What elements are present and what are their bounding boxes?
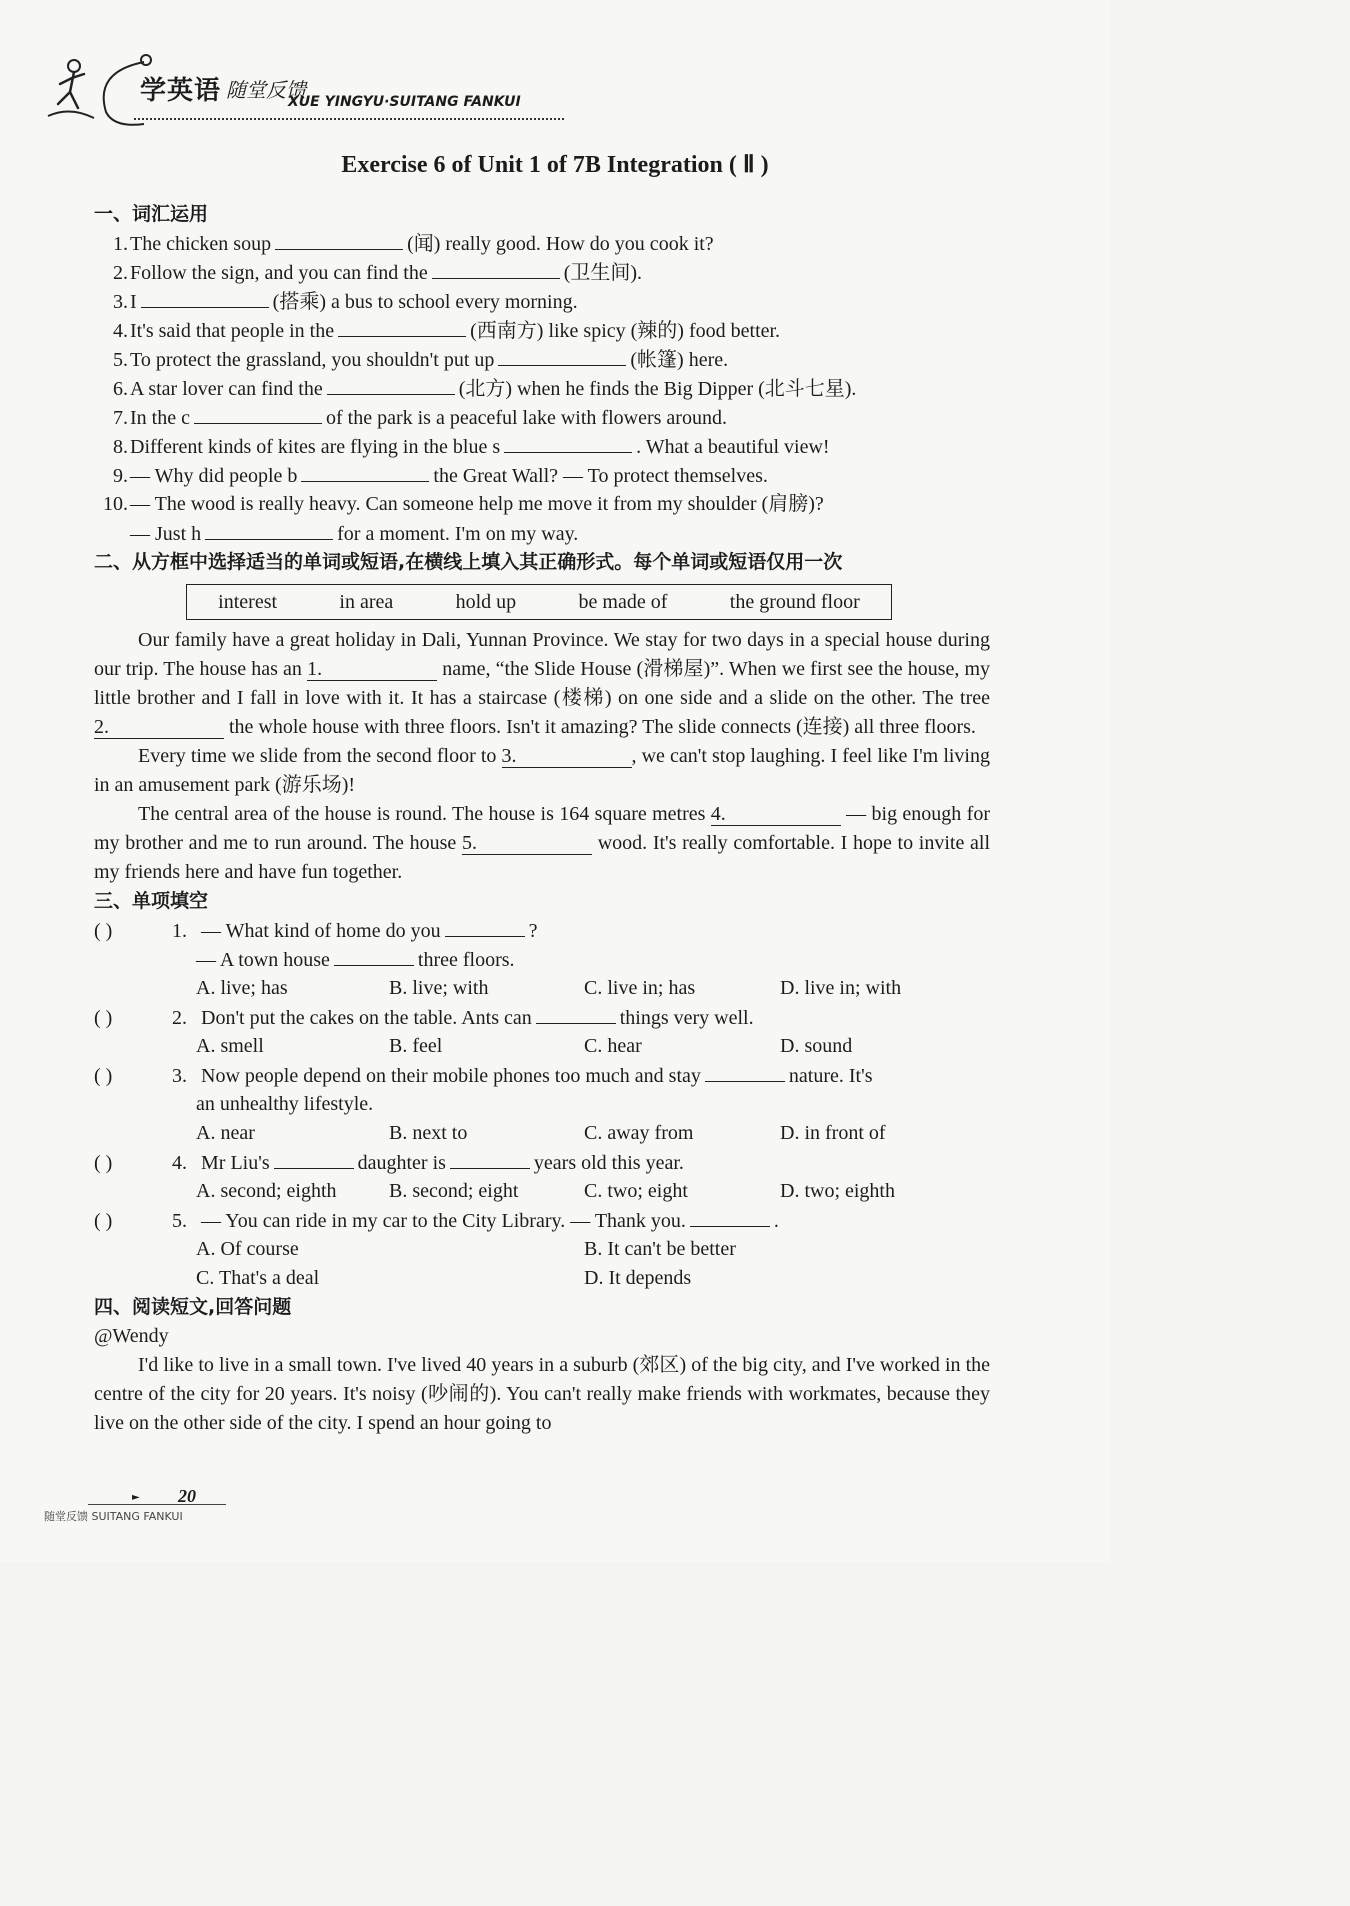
section-2-heading: 二、从方框中选择适当的单词或短语,在横线上填入其正确形式。每个单词或短语仅用一次 xyxy=(94,551,843,573)
vocab-item: 2. Follow the sign, and you can find the (卫生间). xyxy=(94,258,990,287)
answer-blank[interactable] xyxy=(536,1003,616,1024)
vocab-item: 5. To protect the grassland, you shouldn't put up (帐篷) here. xyxy=(94,345,990,374)
option-b[interactable]: B. It can't be better xyxy=(584,1238,736,1260)
passage-paragraph-1: Our family have a great holiday in Dali, Yunnan Province. We stay for two days in a special house during our trip. The house has an 1. name, “the Slide House (滑梯屋)”. When we first see the house, my little brother and I fall in love with it. It has a staircase (楼梯) on one side and a slide on the other. The tree 2. the whole house with three floors. Isn't it amazing? The slide connects (连接) all three floors. xyxy=(94,629,991,738)
mc-question-5: ( ) 5. — You can ride in my car to the City Library. — Thank you. . xyxy=(94,1206,990,1235)
page-title: Exercise 6 of Unit 1 of 7B Integration ( Ⅱ ) xyxy=(341,152,769,178)
mc-question-2: ( ) 2. Don't put the cakes on the table. Ants can things very well. xyxy=(94,1003,990,1032)
option-c[interactable]: C. two; eight xyxy=(584,1180,688,1202)
answer-blank[interactable] xyxy=(141,287,269,308)
vocab-item: 8. Different kinds of kites are flying in the blue s . What a beautiful view! xyxy=(94,432,990,461)
page-footer xyxy=(44,1482,244,1532)
vocab-item: 4. It's said that people in the (西南方) like spicy (辣的) food better. xyxy=(94,316,990,345)
option-c[interactable]: C. live in; has xyxy=(584,977,696,999)
section-1-heading: 一、词汇运用 xyxy=(94,203,209,225)
mc-question-3-line2: an unhealthy lifestyle. xyxy=(196,1093,374,1115)
answer-blank[interactable] xyxy=(498,345,626,366)
answer-blank-5[interactable]: 5. xyxy=(462,832,592,855)
answer-blank[interactable] xyxy=(690,1206,770,1227)
reading-passage: I'd like to live in a small town. I've lived 40 years in a suburb (郊区) of the big city, and I've worked in the centre of the city for 20 years. It's noisy (吵闹的). You can't really make friends with workmates, because they live on the other side of the city. I spend an hour going to xyxy=(94,1354,990,1434)
page-header xyxy=(44,52,604,132)
answer-paren[interactable]: ( ) xyxy=(94,1152,113,1174)
option-d[interactable]: D. live in; with xyxy=(780,977,902,999)
vocab-item: 10. — The wood is really heavy. Can someone help me move it from my shoulder (肩膀)? xyxy=(103,493,824,515)
answer-blank[interactable] xyxy=(504,432,632,453)
option-b[interactable]: B. live; with xyxy=(389,977,489,999)
answer-blank[interactable] xyxy=(432,258,560,279)
mc-question-1-line2: — A town house three floors. xyxy=(94,945,990,974)
option-d[interactable]: D. two; eighth xyxy=(780,1180,895,1202)
vocab-item: 3. I (搭乘) a bus to school every morning. xyxy=(94,287,990,316)
answer-paren[interactable]: ( ) xyxy=(94,920,113,942)
passage-paragraph-3: The central area of the house is round. The house is 164 square metres 4. — big enough for my brother and me to run around. The house 5. wood. It's really comfortable. I hope to invite all my friends here and have fun together. xyxy=(94,803,991,883)
brand-chinese: 学英语 xyxy=(140,76,222,106)
word-box xyxy=(186,584,892,620)
answer-blank-3[interactable]: 3. xyxy=(502,745,632,768)
option-a[interactable]: A. second; eighth xyxy=(196,1180,337,1202)
section-4-heading: 四、阅读短文,回答问题 xyxy=(94,1296,292,1318)
option-d[interactable]: D. in front of xyxy=(780,1122,886,1144)
option-a[interactable]: A. Of course xyxy=(196,1238,299,1260)
option-c[interactable]: C. away from xyxy=(584,1122,694,1144)
answer-blank[interactable] xyxy=(274,1148,354,1169)
option-a[interactable]: A. live; has xyxy=(196,977,288,999)
footer-divider xyxy=(88,1504,226,1505)
mc-options-4 xyxy=(94,1177,990,1206)
word-option: the ground floor xyxy=(729,590,860,613)
vocab-item: 9. — Why did people b the Great Wall? — To protect themselves. xyxy=(94,461,990,490)
word-option: interest xyxy=(218,590,278,613)
vocab-item: 6. A star lover can find the (北方) when he finds the Big Dipper (北斗七星). xyxy=(94,374,990,403)
answer-blank[interactable] xyxy=(275,229,403,250)
exercise-content xyxy=(94,200,990,1438)
section-3-heading: 三、单项填空 xyxy=(94,890,209,912)
answer-blank-1[interactable]: 1. xyxy=(307,658,437,681)
mc-question-1: ( ) 1. — What kind of home do you ? xyxy=(94,916,990,945)
mc-options-1 xyxy=(94,974,990,1003)
vocab-item-10-line2: — Just h for a moment. I'm on my way. xyxy=(94,519,990,548)
answer-paren[interactable]: ( ) xyxy=(94,1007,113,1029)
header-divider xyxy=(134,118,564,120)
reading-handle: @Wendy xyxy=(94,1325,169,1347)
triangle-icon: ► xyxy=(132,1492,140,1503)
vocab-item: 1. The chicken soup (闻) really good. How do you cook it? xyxy=(94,229,990,258)
answer-blank-2[interactable]: 2. xyxy=(94,716,224,739)
answer-blank[interactable] xyxy=(445,916,525,937)
answer-blank[interactable] xyxy=(450,1148,530,1169)
option-b[interactable]: B. next to xyxy=(389,1122,468,1144)
answer-blank[interactable] xyxy=(334,945,414,966)
option-d[interactable]: D. It depends xyxy=(584,1267,692,1289)
footer-brand: 随堂反馈 SUITANG FANKUI xyxy=(44,1510,183,1523)
option-b[interactable]: B. feel xyxy=(389,1035,443,1057)
mc-options-5a xyxy=(94,1235,990,1264)
passage-paragraph-2: Every time we slide from the second floor to 3. , we can't stop laughing. I feel like I'm living in an amusement park (游乐场)! xyxy=(94,745,990,796)
page-number: 20 xyxy=(178,1486,196,1506)
brand-chinese-script: 随堂反馈 xyxy=(226,78,306,102)
option-c[interactable]: C. hear xyxy=(584,1035,642,1057)
answer-blank[interactable] xyxy=(205,519,333,540)
vocab-item: 7. In the c of the park is a peaceful lake with flowers around. xyxy=(94,403,990,432)
answer-blank[interactable] xyxy=(194,403,322,424)
mc-options-3 xyxy=(94,1119,990,1148)
mc-question-4: ( ) 4. Mr Liu's daughter is years old this year. xyxy=(94,1148,990,1177)
mc-question-3: ( ) 3. Now people depend on their mobile phones too much and stay nature. It's xyxy=(94,1061,990,1090)
answer-paren[interactable]: ( ) xyxy=(94,1065,113,1087)
answer-blank[interactable] xyxy=(327,374,455,395)
answer-paren[interactable]: ( ) xyxy=(94,1210,113,1232)
answer-blank[interactable] xyxy=(705,1061,785,1082)
option-a[interactable]: A. smell xyxy=(196,1035,264,1057)
answer-blank[interactable] xyxy=(301,461,429,482)
option-c[interactable]: C. That's a deal xyxy=(196,1267,320,1289)
vocab-list xyxy=(94,229,990,519)
option-d[interactable]: D. sound xyxy=(780,1035,853,1057)
option-a[interactable]: A. near xyxy=(196,1122,255,1144)
mc-options-2 xyxy=(94,1032,990,1061)
word-option: hold up xyxy=(455,590,517,613)
word-option: in area xyxy=(339,590,394,613)
mc-options-5b xyxy=(94,1264,990,1293)
option-b[interactable]: B. second; eight xyxy=(389,1180,519,1202)
answer-blank[interactable] xyxy=(338,316,466,337)
brand-english: XUE YINGYU·SUITANG FANKUI xyxy=(288,94,521,110)
answer-blank-4[interactable]: 4. xyxy=(711,803,841,826)
word-option: be made of xyxy=(578,590,668,613)
